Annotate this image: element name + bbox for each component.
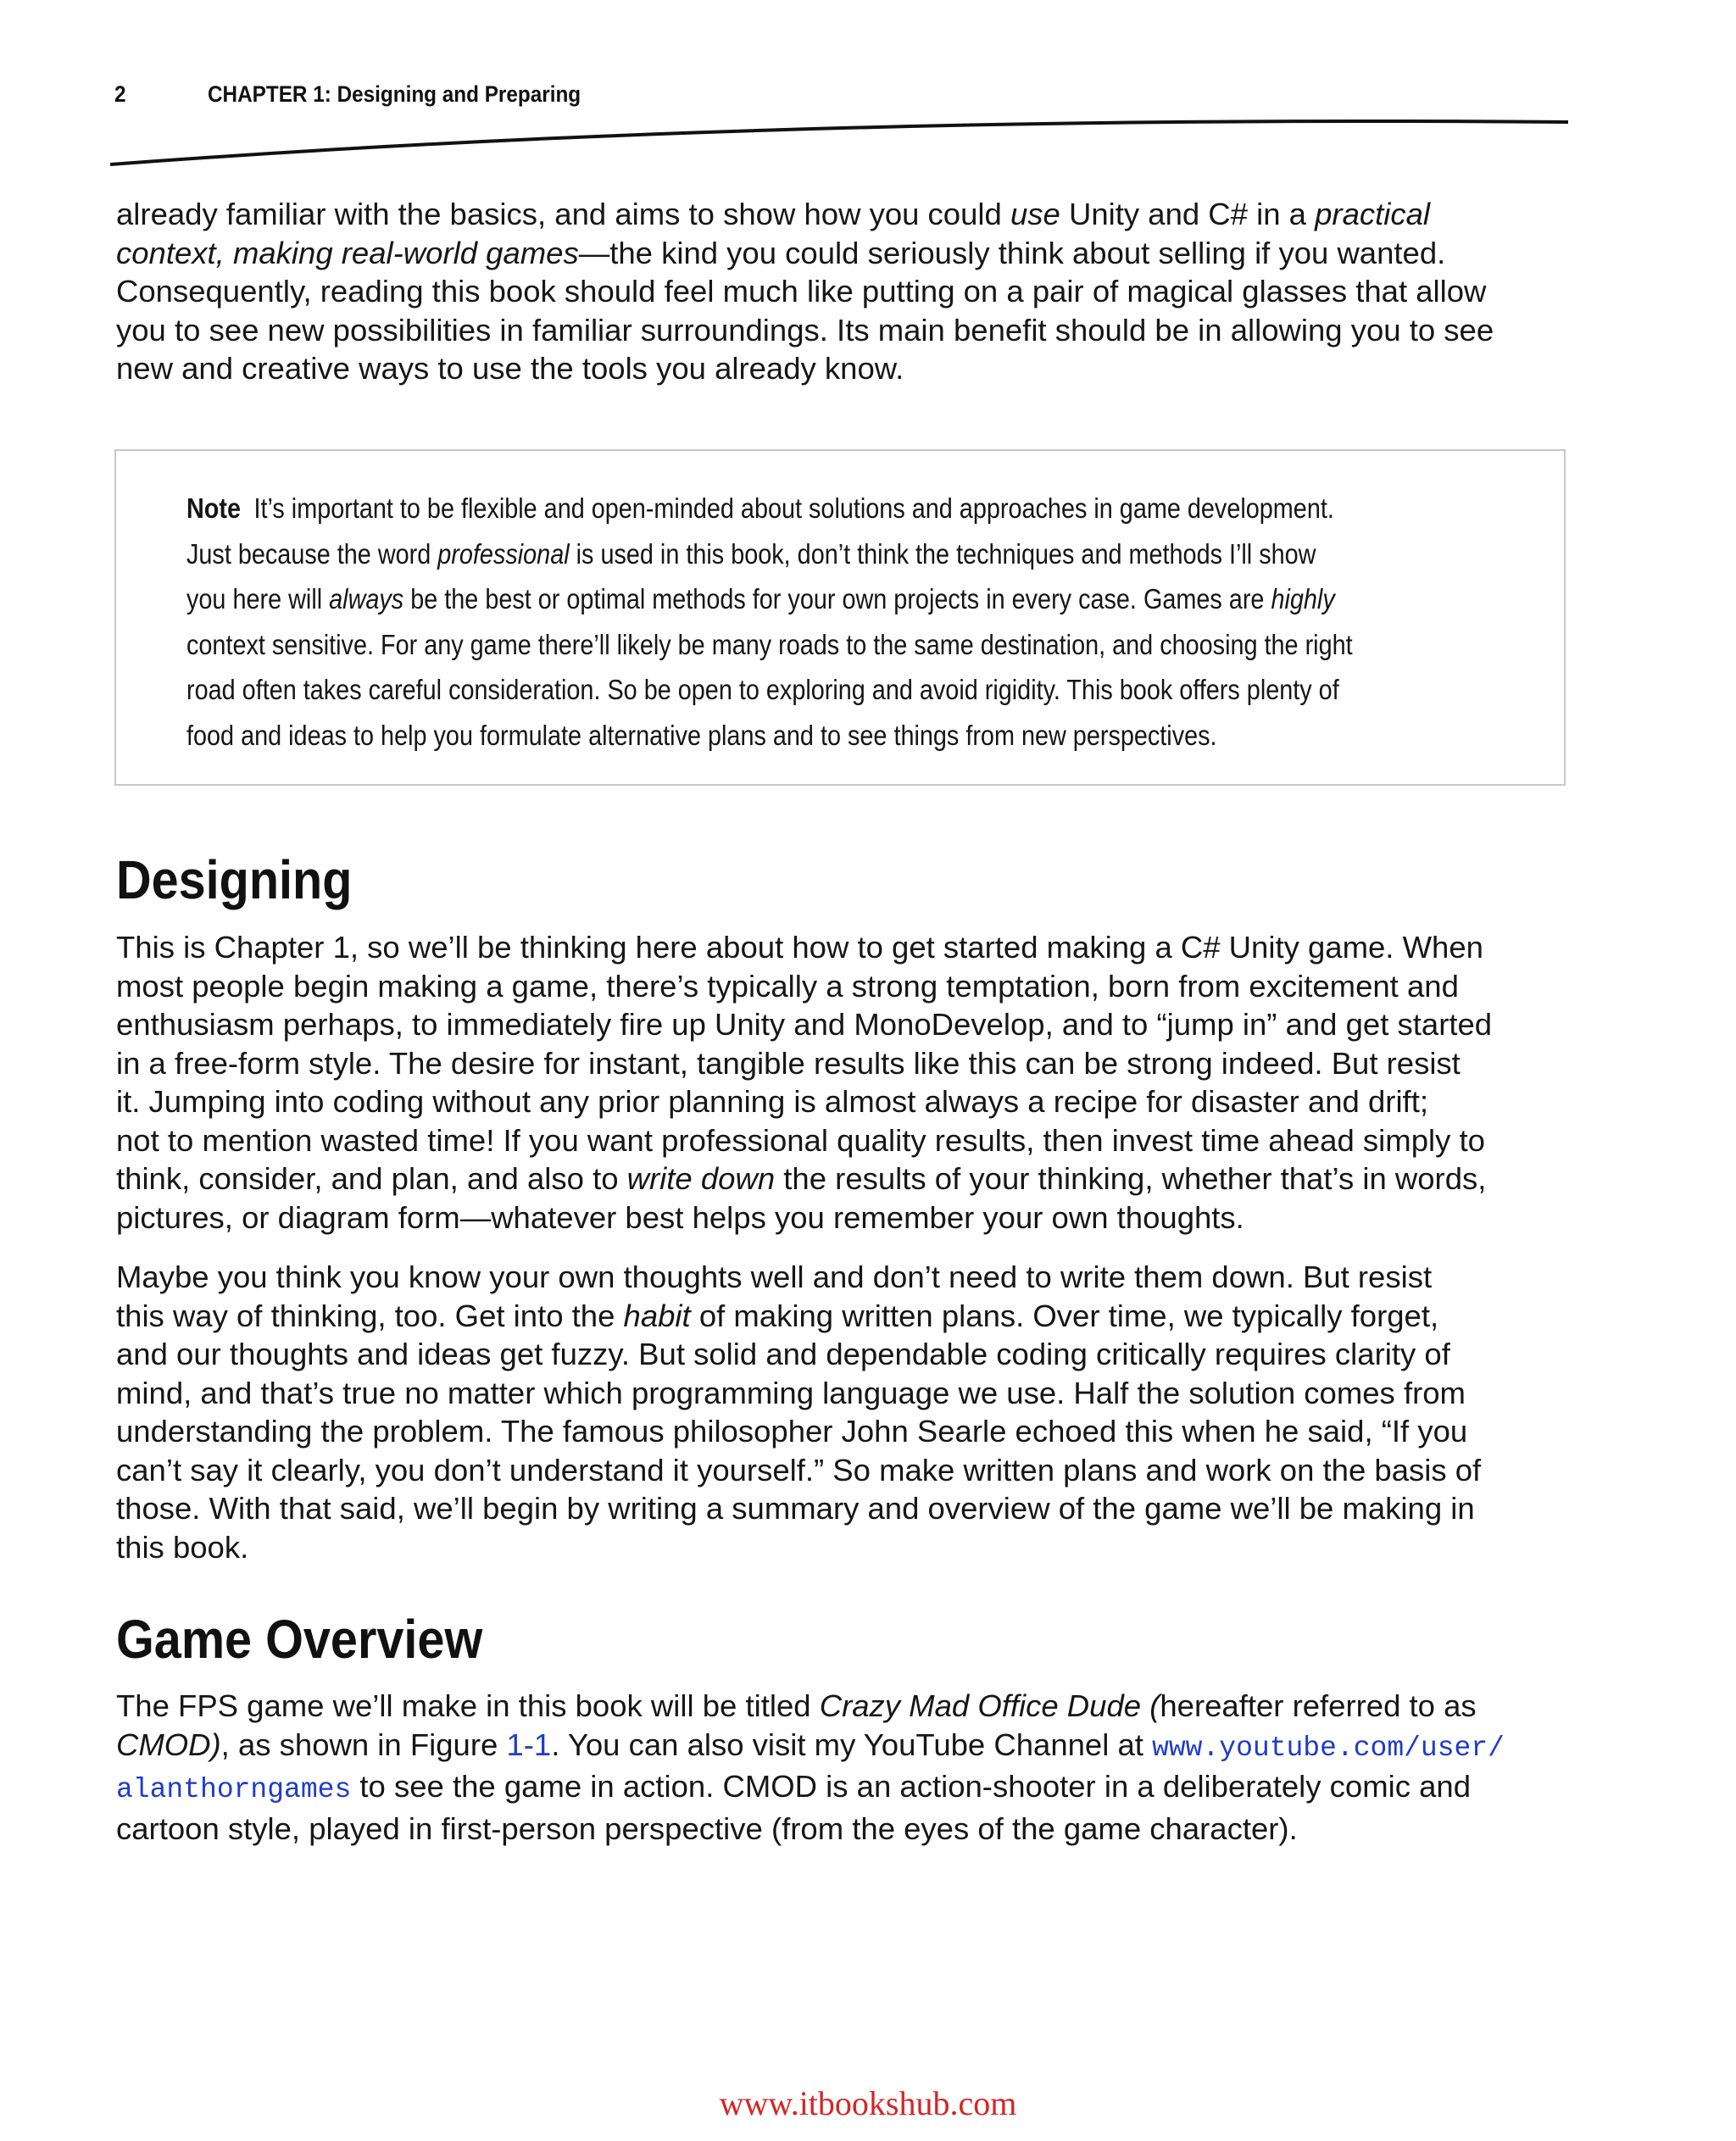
designing-paragraph-2: Maybe you think you know your own thoughts well and don’t need to write them down. But resist this way of thinking, too. Get into the habit of making written plans. Over time, we typically forget, and our thoughts and ideas get fuzzy. But solid and dependable coding critically requires clarity of mind, and that’s true no matter which programming language we use. Half the solution comes from understanding the problem. The famous philosopher John Searle echoed this when he said, “If you can’t say it clearly, you don’t understand it yourself.” So make written plans and work on the basis of those. With that said, we’ll begin by writing a summary and overview of the game we’ll be making in this book. — [116, 1260, 1482, 1565]
note-label: Note — [186, 493, 242, 525]
header-swoosh-rule — [110, 110, 1568, 171]
note-text: Note It’s important to be flexible and open-minded about solutions and approaches in game development. Just because the word professional is used in this book, don’t think the techniques and methods I’ll show you here will always be the best or optimal methods for your own projects in every case. Games are highly context sensitive. For any game there’ll likely be many roads to the same destination, and choosing the right road often takes careful consideration. So be open to exploring and avoid rigidity. This book offers plenty of food and ideas to help you formulate alternative plans and to see things from new perspectives. — [186, 493, 1353, 752]
watermark-link[interactable]: www.itbookshub.com — [719, 2084, 1017, 2122]
youtube-channel-link[interactable]: www.youtube.com/user/ — [1152, 1732, 1505, 1764]
game-overview-paragraph: The FPS game we’ll make in this book will be titled Crazy Mad Office Dude (hereafter referred to as CMOD), as shown in Figure 1-1. You can also visit my YouTube Channel at www.youtube.com/user/ alanthorngames to see the game in action. CMOD is an action-shooter in a deliberately comic and cartoon style, played in first-person perspective (from the eyes of the game character). — [116, 1688, 1505, 1846]
figure-1-1-link[interactable]: 1-1 — [506, 1727, 552, 1762]
designing-paragraph-1: This is Chapter 1, so we’ll be thinking here about how to get started making a C# Unity game. When most people begin making a game, there’s typically a strong temptation, born from excitement and enthusiasm perhaps, to immediately fire up Unity and MonoDevelop, and to “jump in” and get started in a free-form style. The desire for instant, tangible results like this can be strong indeed. But resist it. Jumping into coding without any prior planning is almost always a recipe for disaster and drift; not to mention wasted time! If you want professional quality results, then invest time ahead simply to think, consider, and plan, and also to write down the results of your thinking, whether that’s in words, pictures, or diagram form—whatever best helps you remember your own thoughts. — [116, 930, 1493, 1235]
page-number: 2 — [114, 81, 126, 107]
chapter-title: CHAPTER 1: Designing and Preparing — [208, 81, 581, 107]
youtube-channel-link-cont[interactable]: alanthorngames — [116, 1774, 352, 1805]
note-box — [114, 449, 1566, 786]
game-overview-heading: Game Overview — [116, 1609, 483, 1670]
designing-heading: Designing — [116, 849, 353, 910]
intro-paragraph: already familiar with the basics, and aims to show how you could use Unity and C# in a practical context, making real-world games—the kind you could seriously think about selling if you wanted. Consequently, reading this book should feel much like putting on a pair of magical glasses that allow you to see new possibilities in familiar surroundings. Its main benefit should be in allowing you to see new and creative ways to use the tools you already know. — [116, 197, 1494, 386]
